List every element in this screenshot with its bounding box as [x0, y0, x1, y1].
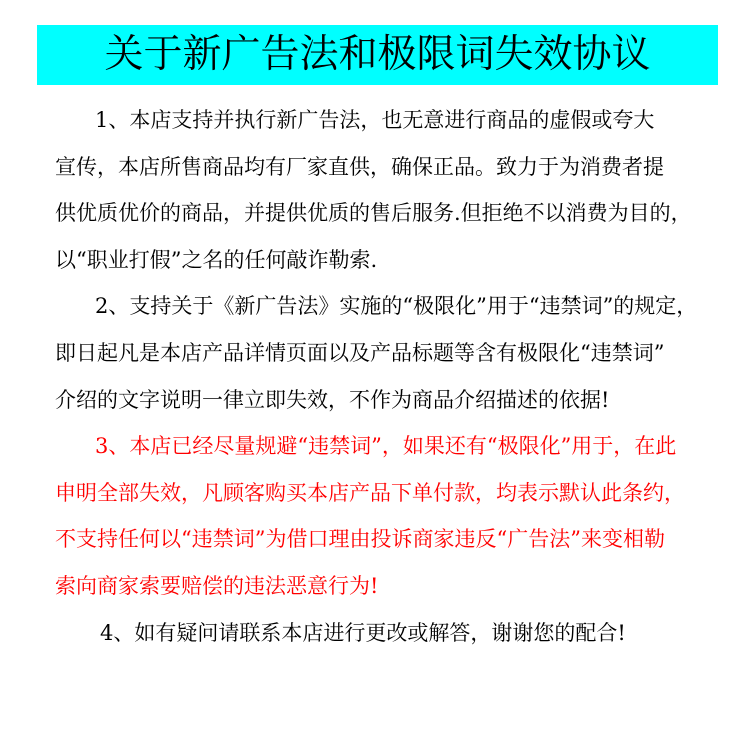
clause-2: [55, 283, 715, 423]
clause-line: 即日起凡是本店产品详情页面以及产品标题等含有极限化“违禁词”: [55, 340, 665, 365]
clause-line: 4、如有疑问请联系本店进行更改或解答，谢谢您的配合!: [100, 620, 626, 645]
clause-line: 供优质优价的商品，并提供优质的售后服务.但拒绝不以消费为目的，: [55, 201, 692, 226]
title-bar: [37, 25, 718, 85]
page-title: 关于新广告法和极限词失效协议: [104, 32, 651, 77]
clause-line: 以“职业打假”之名的任何敲诈勒索.: [55, 247, 378, 272]
clause-1: [55, 97, 715, 283]
clause-line: 3、本店已经尽量规避“违禁词”，如果还有“极限化”用于，在此: [95, 434, 677, 459]
clause-line: 1、本店支持并执行新广告法，也无意进行商品的虚假或夸大: [95, 108, 655, 132]
clause-line: 不支持任何以“违禁词”为借口理由投诉商家违反“广告法”来变相勒: [55, 527, 665, 552]
clause-line: 申明全部失效，凡顾客购买本店产品下单付款，均表示默认此条约，: [55, 480, 685, 505]
agreement-body: [55, 97, 715, 656]
clause-line: 索向商家索要赔偿的违法恶意行为!: [55, 573, 379, 598]
clause-line: 2、支持关于《新广告法》实施的“极限化”用于“违禁词”的规定，: [95, 294, 698, 319]
clause-4: [55, 610, 715, 657]
clause-3-highlighted: [55, 423, 715, 609]
clause-line: 介绍的文字说明一律立即失效，不作为商品介绍描述的依据!: [55, 387, 610, 412]
clause-line: 宣传，本店所售商品均有厂家直供，确保正品。致力于为消费者提: [55, 154, 664, 179]
